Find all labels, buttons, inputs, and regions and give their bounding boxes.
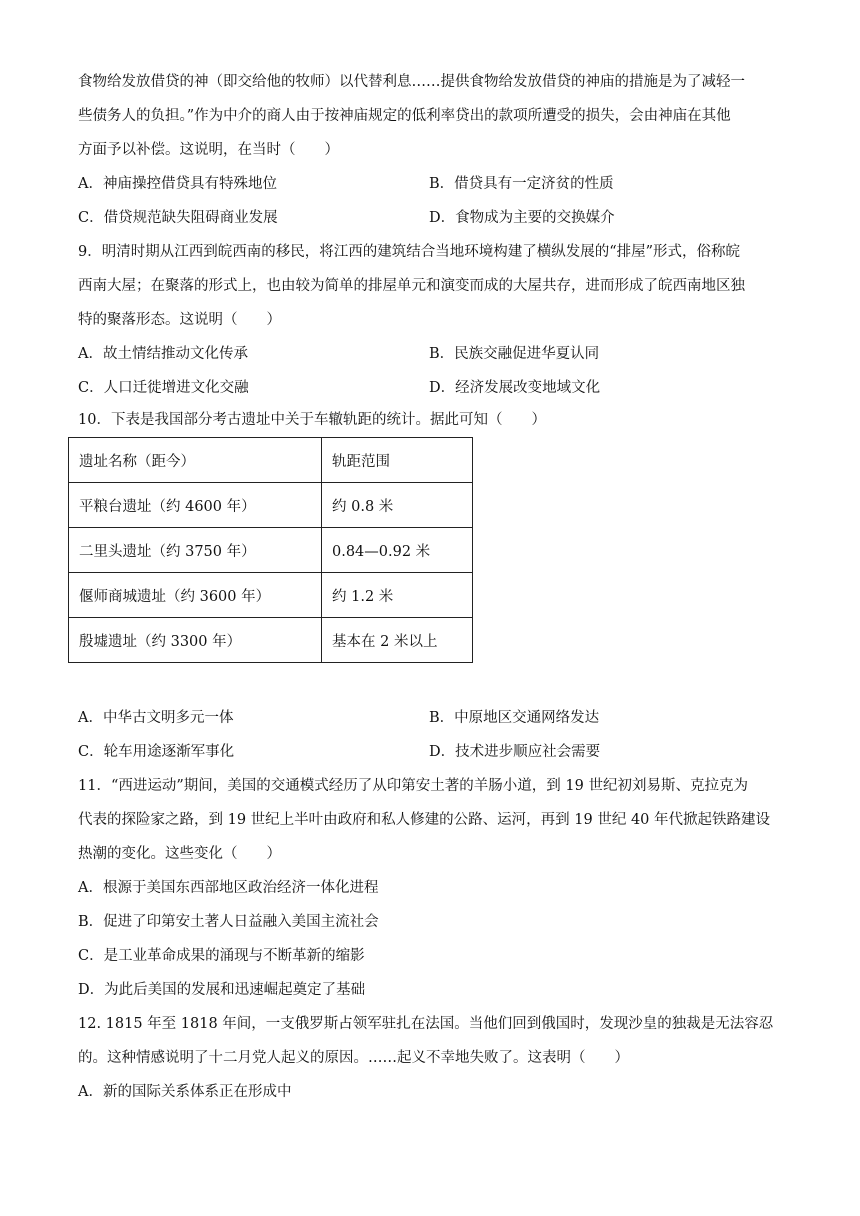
q11-stem-line-3: 热潮的变化。这些变化（ ） [78, 846, 281, 862]
q8-stem-line-3: 方面予以补偿。这说明，在当时（ ） [78, 142, 339, 158]
q12-stem-line-2: 的。这种情感说明了十二月党人起义的原因。……起义不幸地失败了。这表明（ ） [78, 1050, 629, 1066]
table-cell-gauge: 基本在 2 米以上 [322, 618, 473, 663]
table-cell-site: 平粮台遗址（约 4600 年） [69, 483, 322, 528]
q11-option-a[interactable]: A．根源于美国东西部地区政治经济一体化进程 [78, 880, 379, 896]
q11-stem-line-2: 代表的探险家之路，到 19 世纪上半叶由政府和私人修建的公路、运河，再到 19 世纪 40 年代掀起铁路建设 [78, 812, 771, 828]
q11-option-d[interactable]: D．为此后美国的发展和迅速崛起奠定了基础 [78, 982, 366, 998]
q12-option-a[interactable]: A．新的国际关系体系正在形成中 [78, 1084, 292, 1100]
q10-options-row-2 [78, 742, 798, 762]
q10-stem: 10．下表是我国部分考古遗址中关于车辙轨距的统计。据此可知（ ） [78, 412, 546, 428]
q12-stem-line-1: 12. 1815 年至 1818 年间，一支俄罗斯占领军驻扎在法国。当他们回到俄国时，发现沙皇的独裁是无法容忍 [78, 1016, 774, 1032]
table-cell-gauge: 约 0.8 米 [322, 483, 473, 528]
q8-option-a[interactable]: A．神庙操控借贷具有特殊地位 [78, 176, 277, 192]
q9-option-a[interactable]: A．故土情结推动文化传承 [78, 346, 248, 362]
track-gauge-table [68, 437, 473, 663]
q9-stem-line-3: 特的聚落形态。这说明（ ） [78, 312, 281, 328]
q9-option-d[interactable]: D．经济发展改变地域文化 [429, 380, 601, 396]
q11-stem-line-1: 11．“西进运动”期间，美国的交通模式经历了从印第安土著的羊肠小道，到 19 世纪初刘易斯、克拉克为 [78, 778, 748, 794]
q8-options-row-1 [78, 174, 798, 194]
q8-stem-line-1: 食物给发放借贷的神（即交给他的牧师）以代替利息……提供食物给发放借贷的神庙的措施是为了减轻一 [78, 74, 745, 90]
q10-option-a[interactable]: A．中华古文明多元一体 [78, 710, 234, 726]
table-header-site: 遗址名称（距今） [69, 438, 322, 483]
q10-option-d[interactable]: D．技术进步顺应社会需要 [429, 744, 601, 760]
table-cell-gauge: 0.84—0.92 米 [322, 528, 473, 573]
q8-option-d[interactable]: D．食物成为主要的交换媒介 [429, 210, 615, 226]
q8-option-c[interactable]: C．借贷规范缺失阻碍商业发展 [78, 210, 278, 226]
table-cell-site: 二里头遗址（约 3750 年） [69, 528, 322, 573]
table-cell-site: 偃师商城遗址（约 3600 年） [69, 573, 322, 618]
table-row [69, 528, 473, 573]
table-header-gauge: 轨距范围 [322, 438, 473, 483]
table-row [69, 483, 473, 528]
q11-option-b[interactable]: B．促进了印第安土著人日益融入美国主流社会 [78, 914, 379, 930]
table-row [69, 618, 473, 663]
q9-stem-line-2: 西南大屋；在聚落的形式上，也由较为简单的排屋单元和演变而成的大屋共存，进而形成了皖西南地区独 [78, 278, 745, 294]
table-header-row [69, 438, 473, 483]
q10-option-c[interactable]: C．轮车用途逐渐军事化 [78, 744, 235, 760]
q10-options-row-1 [78, 708, 798, 728]
table-cell-gauge: 约 1.2 米 [322, 573, 473, 618]
q9-options-row-2 [78, 378, 798, 398]
q8-options-row-2 [78, 208, 798, 228]
q9-option-b[interactable]: B．民族交融促进华夏认同 [429, 346, 600, 362]
table-row [69, 573, 473, 618]
q8-option-b[interactable]: B．借贷具有一定济贫的性质 [429, 176, 614, 192]
q8-stem-line-2: 些债务人的负担。”作为中介的商人由于按神庙规定的低利率贷出的款项所遭受的损失，会由神庙在其他 [78, 108, 731, 124]
q9-stem-line-1: 9．明清时期从江西到皖西南的移民，将江西的建筑结合当地环境构建了横纵发展的“排屋”形式，俗称皖 [78, 244, 741, 260]
q9-options-row-1 [78, 344, 798, 364]
q10-option-b[interactable]: B．中原地区交通网络发达 [429, 710, 600, 726]
q9-option-c[interactable]: C．人口迁徙增进文化交融 [78, 380, 249, 396]
q11-option-c[interactable]: C．是工业革命成果的涌现与不断革新的缩影 [78, 948, 365, 964]
table-cell-site: 殷墟遗址（约 3300 年） [69, 618, 322, 663]
